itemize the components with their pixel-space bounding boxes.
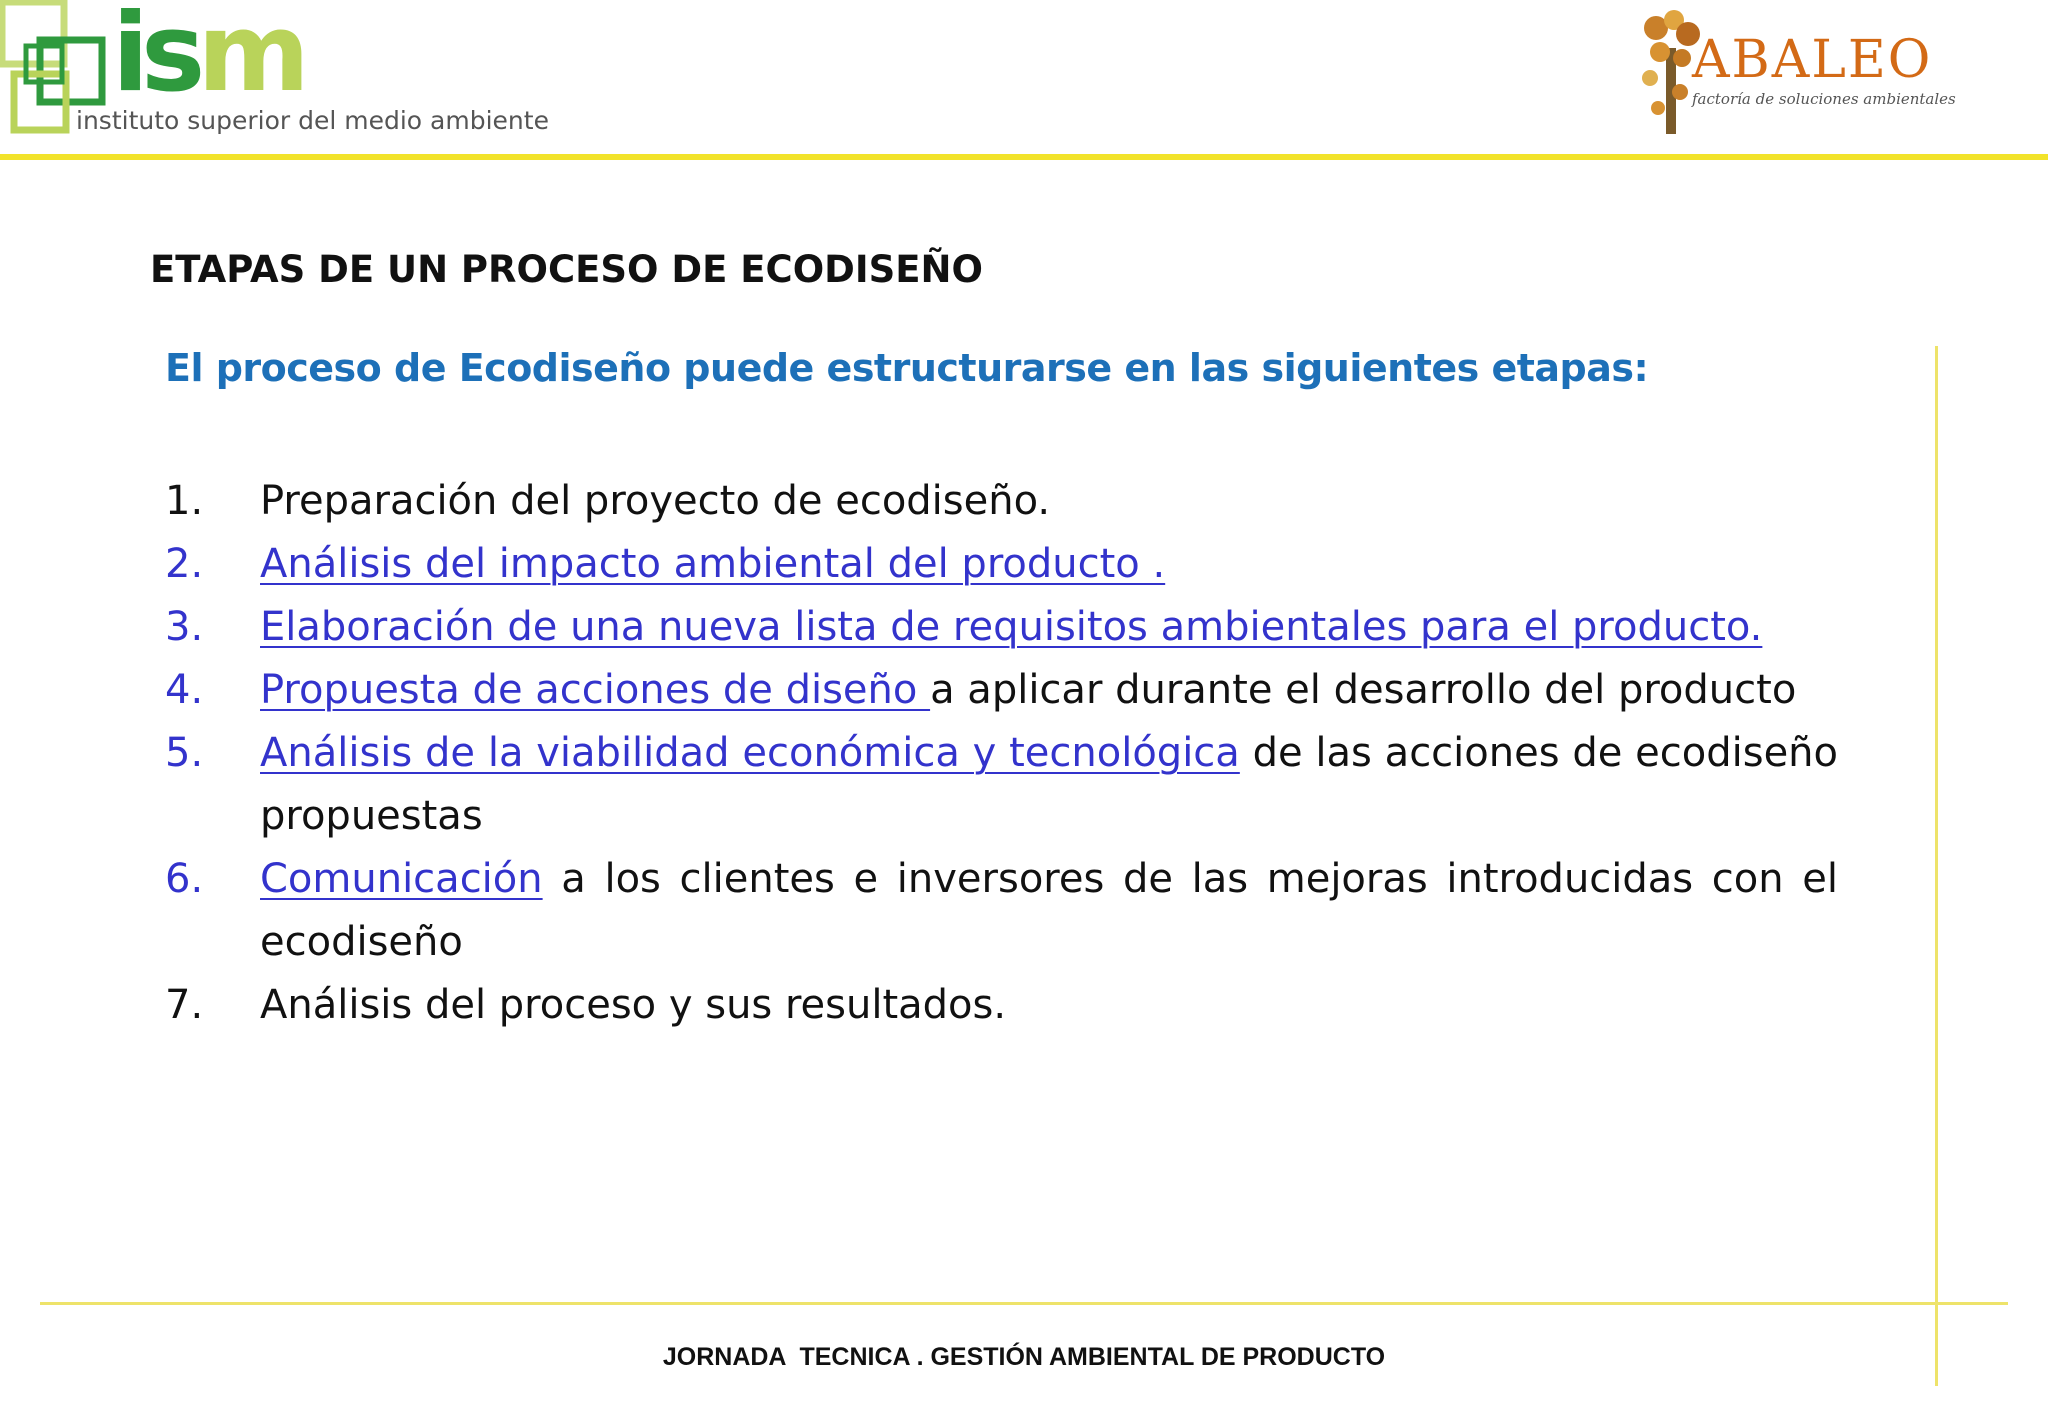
step-1 xyxy=(165,470,1838,533)
step-link[interactable]: Análisis del impacto ambiental del producto . xyxy=(260,541,1166,587)
step-6 xyxy=(165,848,1838,974)
abaleo-logo xyxy=(1630,8,2048,138)
step-link[interactable]: Propuesta de acciones de diseño xyxy=(260,667,931,713)
step-link[interactable]: Análisis de la viabilidad económica y tecnológica xyxy=(260,730,1240,776)
step-text: a los clientes e inversores de las mejoras introducidas con el ecodiseño xyxy=(260,856,1838,965)
step-text: Preparación del proyecto de ecodiseño. xyxy=(260,478,1051,524)
step-number: 2. xyxy=(165,541,204,587)
step-text: de las acciones de ecodiseño propuestas xyxy=(260,730,1838,839)
step-number: 1. xyxy=(165,478,204,524)
step-number: 7. xyxy=(165,982,204,1028)
slide-intro: El proceso de Ecodiseño puede estructurarse en las siguientes etapas: xyxy=(165,346,1649,390)
abaleo-tagline: factoría de soluciones ambientales xyxy=(1692,90,1956,108)
step-text: Análisis del proceso y sus resultados. xyxy=(260,982,1007,1028)
step-text: a aplicar durante el desarrollo del producto xyxy=(930,667,1797,713)
step-7 xyxy=(165,974,1838,1037)
step-number: 5. xyxy=(165,730,204,776)
step-4 xyxy=(165,659,1838,722)
ism-logo xyxy=(0,0,549,148)
steps-list xyxy=(165,470,1838,1037)
footer-text: JORNADA TECNICA . GESTIÓN AMBIENTAL DE PRODUCTO xyxy=(662,1343,1386,1371)
ism-wordmark: ism xyxy=(112,0,302,116)
right-divider xyxy=(1935,346,1938,1386)
abaleo-wordmark: ABALEO xyxy=(1692,30,1933,90)
ism-tagline: instituto superior del medio ambiente xyxy=(76,106,549,135)
step-3 xyxy=(165,596,1838,659)
step-number: 3. xyxy=(165,604,204,650)
step-link[interactable]: Comunicación xyxy=(260,856,543,902)
footer-divider xyxy=(40,1302,2008,1305)
step-2 xyxy=(165,533,1838,596)
slide-heading: ETAPAS DE UN PROCESO DE ECODISEÑO xyxy=(150,248,983,291)
step-number: 4. xyxy=(165,667,204,713)
step-link[interactable]: Elaboración de una nueva lista de requisitos ambientales para el producto. xyxy=(260,604,1763,650)
step-number: 6. xyxy=(165,856,204,902)
step-5 xyxy=(165,722,1838,848)
header-divider xyxy=(0,154,2048,160)
